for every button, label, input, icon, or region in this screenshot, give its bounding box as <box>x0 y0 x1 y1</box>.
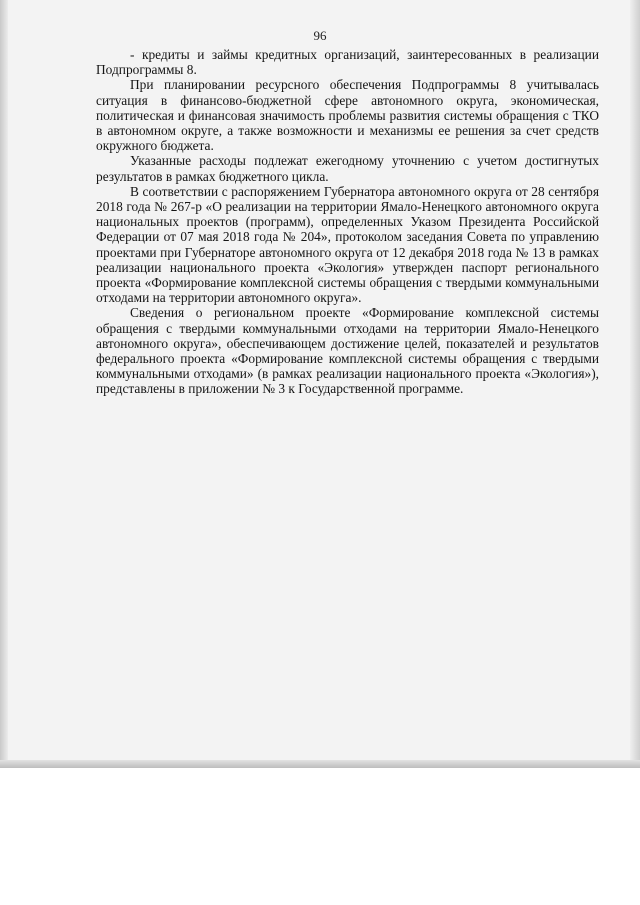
paragraph-annual-adjustment: Указанные расходы подлежат ежегодному уточнению с учетом достигнутых результатов в рамках бюджетного цикла. <box>96 153 599 184</box>
paragraph-resource-planning: При планировании ресурсного обеспечения Подпрограммы 8 учитывалась ситуация в финансово-бюджетной сфере автономного округа, экономическая, политическая и финансовая значимость проблемы развития системы обращения с ТКО в автономном округе, а также возможности и механизмы ее решения за счет средств окружного бюджета. <box>96 77 599 154</box>
paragraph-regional-project: Сведения о региональном проекте «Формирование комплексной системы обращения с твердыми коммунальными отходами на территории Ямало-Ненецкого автономного округа», обеспечивающем достижение целей, показателей и результатов федерального проекта «Формирование комплексной системы обращения с твердыми коммунальными отходами» (в рамках реализации национального проекта «Экология»), представлены в приложении № 3 к Государственной программе. <box>96 305 599 397</box>
scan-shadow-right <box>630 0 640 768</box>
scan-shadow-left <box>0 0 8 768</box>
page-number: 96 <box>313 28 327 43</box>
paragraph-credits: - кредиты и займы кредитных организаций, заинтересованных в реализации Подпрограммы 8. <box>96 47 599 78</box>
scan-shadow-bottom <box>0 760 640 768</box>
paragraph-governor-order: В соответствии с распоряжением Губернатора автономного округа от 28 сентября 2018 года № 267-р «О реализации на территории Ямало-Ненецкого автономного округа национальных проектов (программ), определенных Указом Президента Российской Федерации от 07 мая 2018 года № 204», протоколом заседания Совета по управлению проектами при Губернаторе автономного округа от 12 декабря 2018 года № 13 в рамках реализации национального проекта «Экология» утвержден паспорт регионального проекта «Формирование комплексной системы обращения с твердыми коммунальными отходами на территории автономного округа». <box>96 183 599 306</box>
body-text <box>96 47 599 397</box>
